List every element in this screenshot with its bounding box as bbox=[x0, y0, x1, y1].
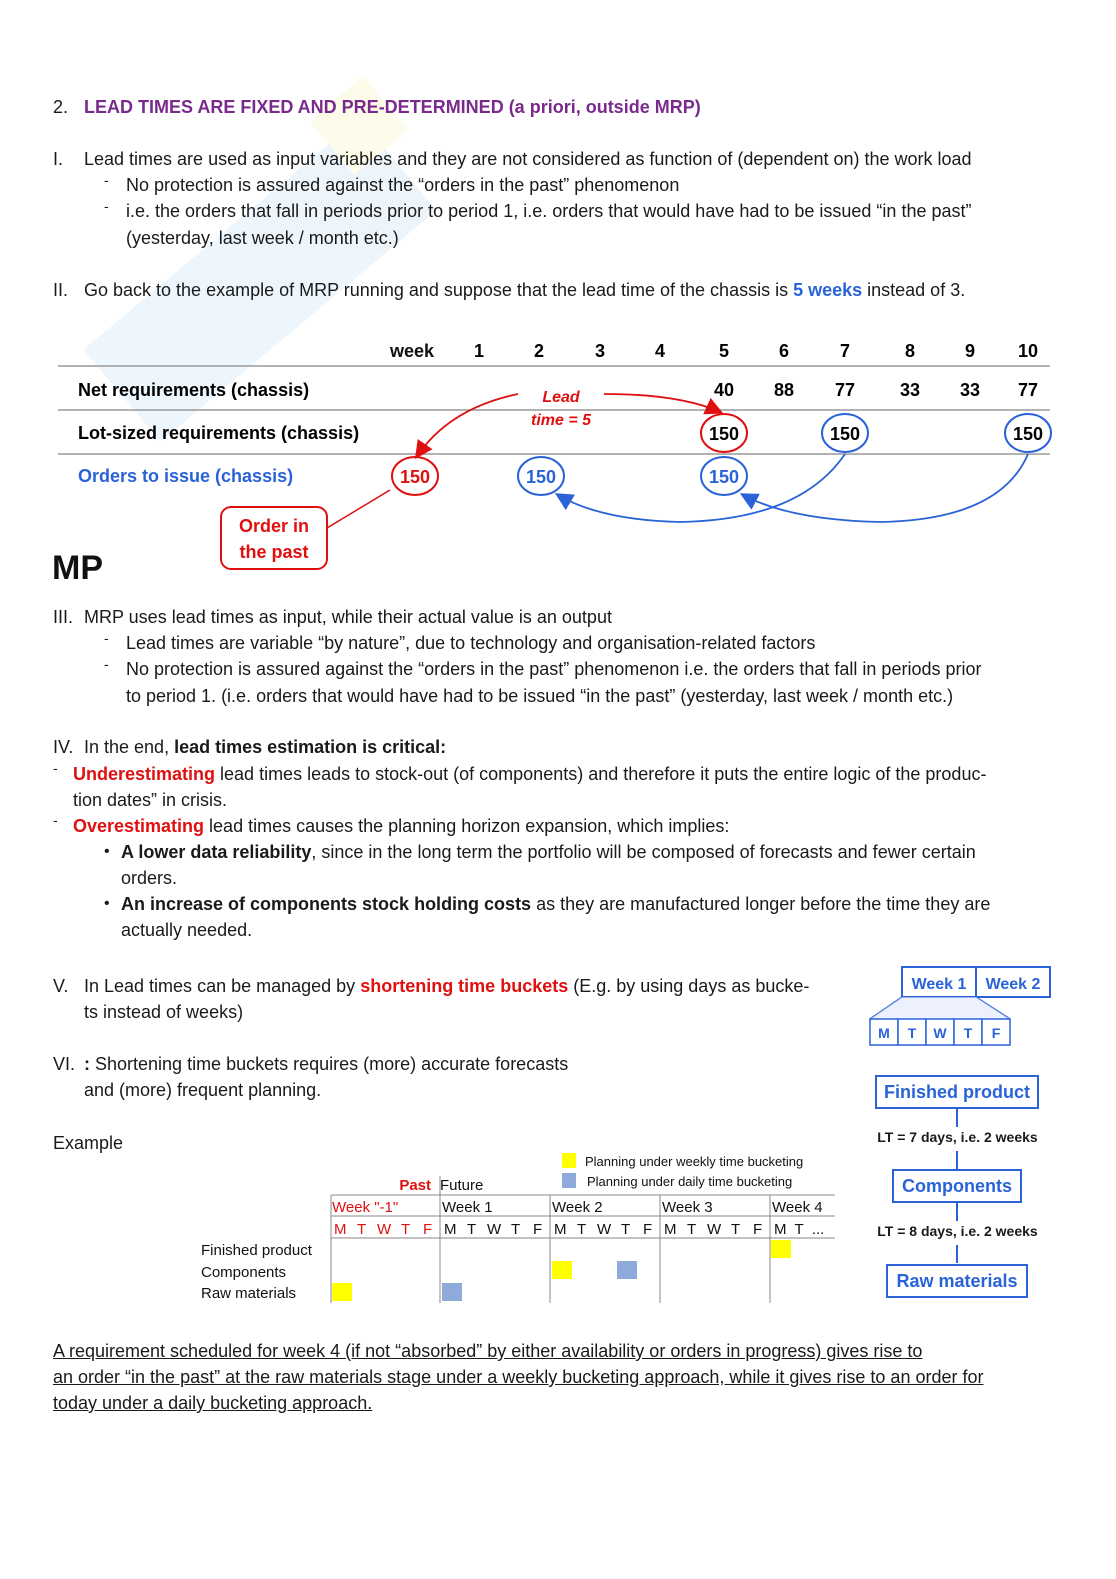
order-value: 150 bbox=[708, 467, 740, 487]
week-num: 7 bbox=[839, 341, 851, 361]
flow-connector bbox=[956, 1109, 958, 1127]
future-label: Future bbox=[440, 1177, 484, 1194]
point-ii-pre: Go back to the example of MRP running and suppose that the lead time of the chassis is bbox=[84, 280, 794, 300]
callout-text-2: the past bbox=[239, 542, 309, 562]
dash-bullet: - bbox=[53, 812, 58, 828]
callout-pointer bbox=[327, 490, 390, 528]
week2-label: Week 2 bbox=[985, 976, 1041, 993]
comp-weekly-mark bbox=[552, 1261, 572, 1279]
bullet-dot: • bbox=[104, 843, 110, 860]
dash-bullet: - bbox=[53, 760, 58, 776]
week2-days bbox=[554, 1221, 652, 1238]
net-value: 33 bbox=[959, 380, 981, 400]
week-num: 8 bbox=[904, 341, 916, 361]
point-v-pre: In Lead times can be managed by bbox=[84, 976, 361, 996]
point-iii-bullet-1: Lead times are variable “by nature”, due to technology and organisation-related factors bbox=[126, 633, 816, 653]
lot-value: 150 bbox=[829, 424, 861, 444]
point-iv-bold: lead times estimation is critical: bbox=[174, 737, 447, 757]
week-label: Week 1 bbox=[442, 1199, 493, 1216]
underestimating-text: lead times leads to stock-out (of components) and therefore it puts the entire logic of the produc- bbox=[215, 764, 987, 784]
day-label: F bbox=[991, 1025, 1001, 1041]
roman-vi: VI. bbox=[53, 1054, 76, 1074]
cropped-logo-text: MP bbox=[52, 549, 103, 580]
week-num: 3 bbox=[594, 341, 606, 361]
dash-bullet: - bbox=[104, 198, 109, 214]
row-orders-label: Orders to issue (chassis) bbox=[78, 466, 294, 486]
mrp-table-figure bbox=[40, 330, 1070, 580]
day: M bbox=[554, 1221, 567, 1238]
point-ii-text bbox=[84, 277, 965, 303]
row-lot-label: Lot-sized requirements (chassis) bbox=[78, 423, 360, 443]
lt1-label: LT = 7 days, i.e. 2 weeks bbox=[877, 1129, 1038, 1145]
week-to-days-diagram bbox=[860, 962, 1060, 1052]
roman-iv: IV. bbox=[53, 737, 74, 757]
day: W bbox=[377, 1221, 392, 1238]
row-label: Raw materials bbox=[201, 1285, 297, 1302]
raw-weekly-mark bbox=[332, 1283, 352, 1301]
raw-materials-box: Raw materials bbox=[886, 1264, 1028, 1298]
week-num: 5 bbox=[718, 341, 730, 361]
week1-days bbox=[444, 1221, 542, 1238]
dash-bullet: - bbox=[104, 656, 109, 672]
point-iii-text: MRP uses lead times as input, while their actual value is an output bbox=[84, 607, 612, 627]
week-num: 6 bbox=[778, 341, 790, 361]
roman-i: I. bbox=[53, 149, 64, 169]
implication-2 bbox=[121, 891, 990, 917]
section-title: LEAD TIMES ARE FIXED AND PRE-DETERMINED (a priori, outside MRP) bbox=[84, 97, 701, 117]
week-num: 10 bbox=[1017, 341, 1039, 361]
week-label: Week 3 bbox=[662, 1199, 713, 1216]
components-box: Components bbox=[892, 1169, 1022, 1203]
expand-shade bbox=[870, 997, 1010, 1019]
day: F bbox=[533, 1221, 543, 1238]
underestimating-text-cont: tion dates” in crisis. bbox=[73, 790, 228, 810]
week4-days: M T ... bbox=[774, 1221, 825, 1238]
week-label: Week 4 bbox=[772, 1199, 823, 1216]
roman-v: V. bbox=[53, 976, 69, 996]
day: T bbox=[401, 1221, 411, 1238]
net-value: 77 bbox=[834, 380, 856, 400]
legend-weekly-swatch bbox=[562, 1153, 576, 1168]
day: M bbox=[664, 1221, 677, 1238]
day: F bbox=[753, 1221, 763, 1238]
implication-1-bold: A lower data reliability bbox=[121, 842, 312, 862]
day-label: T bbox=[963, 1025, 973, 1041]
legend-daily-swatch bbox=[562, 1173, 576, 1188]
lt2-label: LT = 8 days, i.e. 2 weeks bbox=[877, 1223, 1038, 1239]
implication-1-text: , since in the long term the portfolio will be composed of forecasts and fewer certain bbox=[311, 842, 976, 862]
week-numbers bbox=[474, 341, 1038, 361]
dash-bullet: - bbox=[104, 172, 109, 188]
point-i-text: Lead times are used as input variables and they are not considered as function of (dependent on) the work load bbox=[84, 149, 972, 169]
underestimating-line bbox=[73, 761, 986, 787]
point-i-bullet-1: No protection is assured against the “orders in the past” phenomenon bbox=[126, 175, 680, 195]
point-vi-cont: and (more) frequent planning. bbox=[84, 1080, 322, 1100]
row-label: Components bbox=[201, 1264, 287, 1281]
point-v-cont: ts instead of weeks) bbox=[84, 1002, 244, 1022]
example-label: Example bbox=[53, 1133, 124, 1153]
past-label: Past bbox=[399, 1177, 431, 1194]
conclusion-line-3: today under a daily bucketing approach. bbox=[53, 1393, 373, 1413]
point-iv-pre: In the end, bbox=[84, 737, 175, 757]
overestimating-text: lead times causes the planning horizon expansion, which implies: bbox=[204, 816, 730, 836]
week-num: 1 bbox=[473, 341, 485, 361]
week-num: 4 bbox=[654, 341, 666, 361]
week-num: 9 bbox=[964, 341, 976, 361]
conclusion-line-2: an order “in the past” at the raw materials stage under a weekly bucketing approach, while it gives rise to an order for bbox=[53, 1367, 984, 1387]
day: T bbox=[467, 1221, 477, 1238]
week-minus1-label: Week "-1" bbox=[332, 1199, 399, 1216]
day: T bbox=[511, 1221, 521, 1238]
point-iii-bullet-2b: to period 1. (i.e. orders that would have had to be issued “in the past” (yesterday, last week / month etc.) bbox=[126, 686, 954, 706]
day-label: W bbox=[933, 1025, 947, 1041]
point-vi-colon: : bbox=[84, 1054, 90, 1074]
week3-days bbox=[664, 1221, 762, 1238]
day: M bbox=[444, 1221, 457, 1238]
fp-weekly-mark bbox=[771, 1240, 791, 1258]
lead-time-highlight: 5 weeks bbox=[793, 280, 863, 300]
raw-daily-mark bbox=[442, 1283, 462, 1301]
day-label: M bbox=[878, 1025, 890, 1041]
week-header: week bbox=[390, 341, 435, 361]
net-value: 40 bbox=[713, 380, 735, 400]
comp-daily-mark bbox=[617, 1261, 637, 1279]
order-value: 150 bbox=[399, 467, 431, 487]
day: T bbox=[577, 1221, 587, 1238]
order-value: 150 bbox=[525, 467, 557, 487]
flow-connector bbox=[956, 1151, 958, 1169]
lead-time-label-2: time = 5 bbox=[530, 412, 592, 429]
lead-time-label-1: Lead bbox=[542, 389, 580, 406]
underestimating-highlight: Underestimating bbox=[73, 764, 216, 784]
point-iii-bullet-2a: No protection is assured against the “orders in the past” phenomenon i.e. the orders that fall in periods prior bbox=[126, 659, 982, 679]
week-label: Week 2 bbox=[552, 1199, 603, 1216]
point-ii-post: instead of 3. bbox=[862, 280, 966, 300]
point-v-text bbox=[84, 973, 809, 999]
net-value: 77 bbox=[1017, 380, 1039, 400]
week-num: 2 bbox=[533, 341, 545, 361]
legend-weekly-label: Planning under weekly time bucketing bbox=[585, 1154, 804, 1169]
day: W bbox=[707, 1221, 722, 1238]
row-net-label: Net requirements (chassis) bbox=[78, 380, 310, 400]
conclusion-line-1: A requirement scheduled for week 4 (if not “absorbed” by either availability or orders in progress) gives rise to bbox=[53, 1341, 923, 1361]
net-value: 33 bbox=[899, 380, 921, 400]
implication-1 bbox=[121, 839, 976, 865]
roman-iii: III. bbox=[53, 607, 74, 627]
overestimating-highlight: Overestimating bbox=[73, 816, 205, 836]
day-label: T bbox=[907, 1025, 917, 1041]
lead-arrow-left bbox=[417, 394, 518, 456]
row-label: Finished product bbox=[201, 1242, 312, 1259]
day: F bbox=[643, 1221, 653, 1238]
net-value: 88 bbox=[773, 380, 795, 400]
lot-value: 150 bbox=[1012, 424, 1044, 444]
implication-2-text: as they are manufactured longer before the time they are bbox=[531, 894, 991, 914]
roman-ii: II. bbox=[53, 280, 69, 300]
section-number: 2. bbox=[53, 97, 69, 117]
point-vi-text bbox=[84, 1051, 568, 1077]
point-v-post: (E.g. by using days as bucke- bbox=[568, 976, 810, 996]
overestimating-line bbox=[73, 813, 729, 839]
flow-connector bbox=[956, 1245, 958, 1263]
implication-2-cont: actually needed. bbox=[121, 920, 253, 940]
day: T bbox=[357, 1221, 367, 1238]
day: F bbox=[423, 1221, 433, 1238]
offset-arrow-1 bbox=[558, 454, 845, 522]
flow-connector bbox=[956, 1203, 958, 1221]
legend-daily-label: Planning under daily time bucketing bbox=[587, 1174, 793, 1189]
implication-1-cont: orders. bbox=[121, 868, 178, 888]
callout-text-1: Order in bbox=[238, 516, 310, 536]
point-i-bullet-2b: (yesterday, last week / month etc.) bbox=[126, 228, 399, 248]
bucketing-timeline-figure bbox=[195, 1148, 845, 1308]
point-i-bullet-2a: i.e. the orders that fall in periods prior to period 1, i.e. orders that would have had to be issued “in the past” bbox=[126, 201, 972, 221]
implication-2-bold: An increase of components stock holding costs bbox=[121, 894, 532, 914]
day: T bbox=[687, 1221, 697, 1238]
week1-label: Week 1 bbox=[911, 976, 967, 993]
lot-value: 150 bbox=[708, 424, 740, 444]
day: T bbox=[621, 1221, 631, 1238]
offset-arrow-2 bbox=[743, 454, 1028, 522]
point-vi-a: Shortening time buckets requires (more) accurate forecasts bbox=[90, 1054, 569, 1074]
finished-product-box: Finished product bbox=[875, 1075, 1039, 1109]
bullet-dot: • bbox=[104, 895, 110, 912]
past-days bbox=[334, 1221, 432, 1238]
day: W bbox=[597, 1221, 612, 1238]
shortening-highlight: shortening time buckets bbox=[360, 976, 569, 996]
day: T bbox=[731, 1221, 741, 1238]
point-iv-text bbox=[84, 734, 446, 760]
dash-bullet: - bbox=[104, 630, 109, 646]
day: W bbox=[487, 1221, 502, 1238]
day: M bbox=[334, 1221, 347, 1238]
